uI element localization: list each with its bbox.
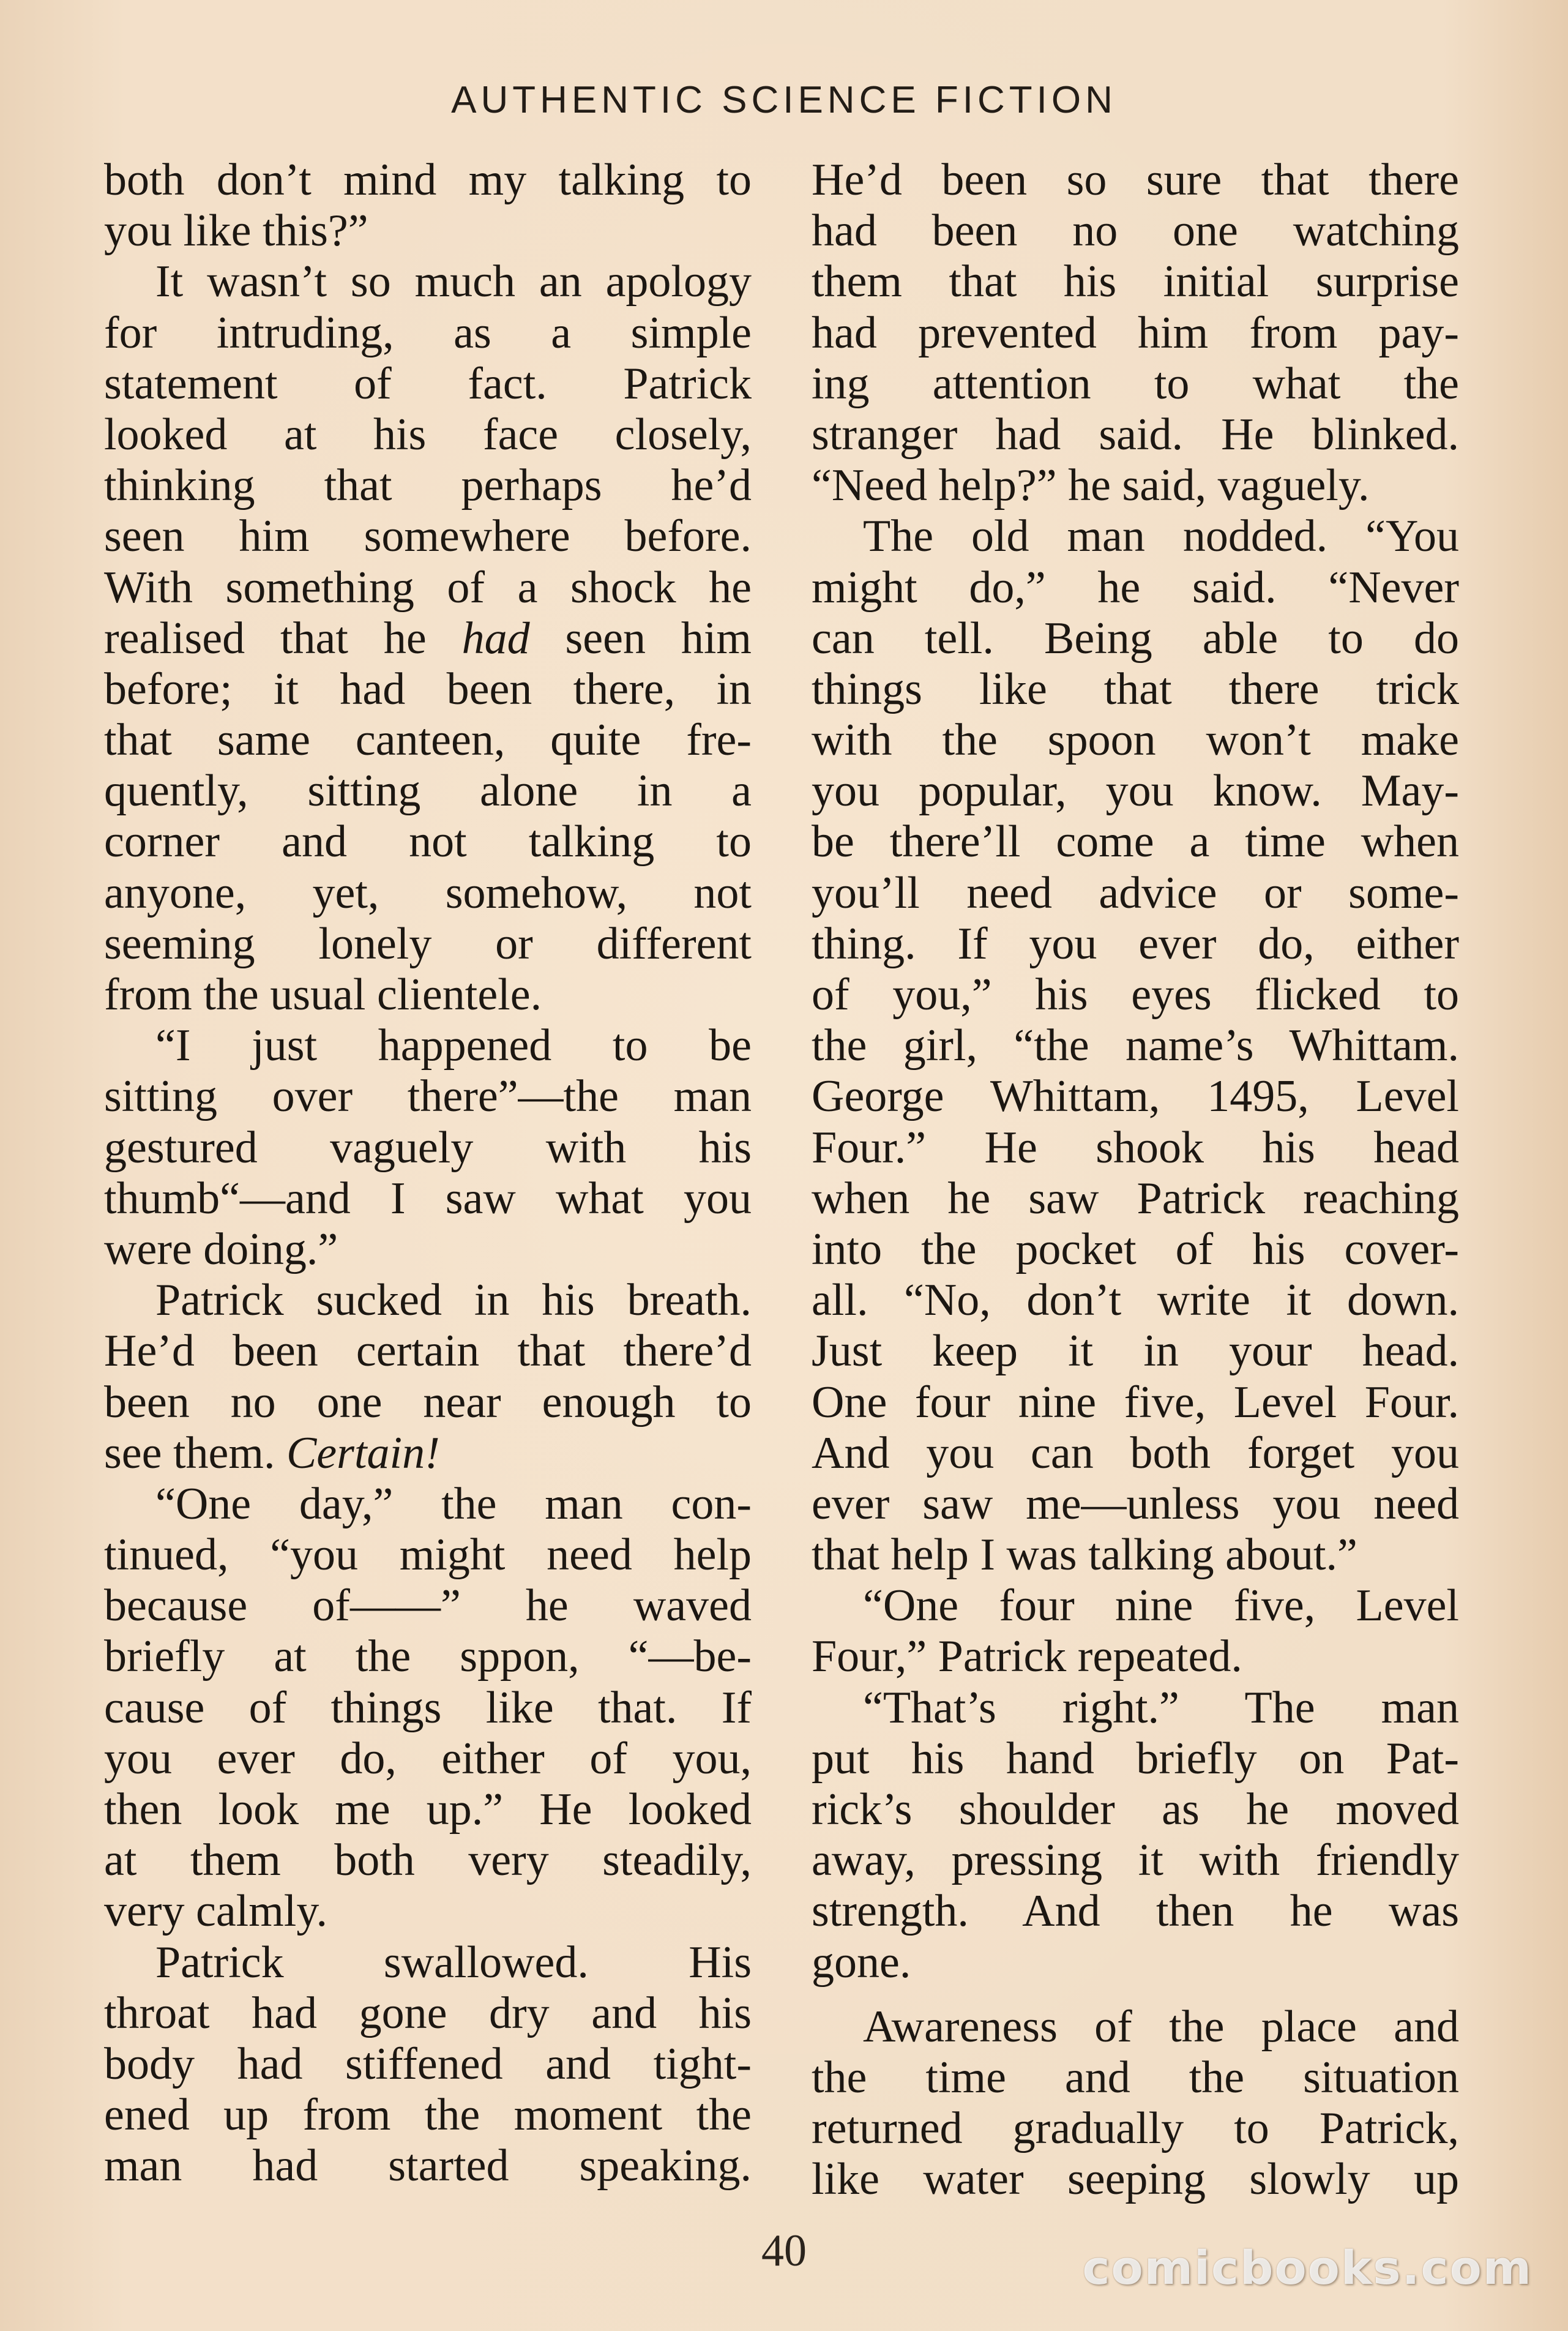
text-line: looked at his face closely, [104, 409, 752, 460]
text-line: returned gradually to Patrick, [812, 2103, 1459, 2154]
text-line: you ever do, either of you, [104, 1733, 752, 1784]
text-line: put his hand briefly on Pat- [812, 1733, 1459, 1784]
text-line: be there’ll come a time when [812, 817, 1459, 867]
text-line: realised that he had seen him [104, 613, 752, 664]
text-line: “I just happened to be [155, 1020, 752, 1071]
text-line: see them. Certain! [104, 1427, 440, 1478]
text-line: them that his initial surprise [812, 256, 1459, 307]
text-line: because of——” he waved [104, 1581, 752, 1631]
text-line: at them both very steadily, [104, 1835, 752, 1886]
text-line: rick’s shoulder as he moved [812, 1784, 1459, 1835]
text-line: sitting over there”—the man [104, 1071, 752, 1122]
text-line: then look me up.” He looked [104, 1784, 752, 1835]
text-line: that help I was talking about.” [812, 1530, 1357, 1581]
text-line: both don’t mind my talking to [104, 155, 752, 205]
text-line: for intruding, as a simple [104, 307, 752, 358]
text-line: can tell. Being able to do [812, 613, 1459, 664]
text-line: very calmly. [104, 1886, 328, 1937]
text-line: The old man nodded. “You [863, 511, 1459, 562]
text-line: Four,” Patrick repeated. [812, 1631, 1242, 1682]
text-line: with the spoon won’t make [812, 715, 1459, 766]
text-line: ever saw me—unless you need [812, 1478, 1459, 1529]
text-line: before; it had been there, in [104, 664, 752, 714]
text-line: had prevented him from pay- [812, 307, 1459, 358]
text-line: George Whittam, 1495, Level [812, 1071, 1459, 1122]
text-line: Patrick sucked in his breath. [155, 1275, 752, 1326]
text-line: things like that there trick [812, 664, 1459, 714]
running-head: AUTHENTIC SCIENCE FICTION [451, 79, 1117, 121]
text-line: “One day,” the man con- [155, 1478, 752, 1529]
text-line: Just keep it in your head. [812, 1326, 1459, 1377]
text-line: Patrick swallowed. His [155, 1937, 752, 1988]
text-line: Awareness of the place and [863, 2001, 1459, 2052]
text-line: you popular, you know. May- [812, 766, 1459, 817]
right-column [812, 155, 1459, 2206]
text-line: into the pocket of his cover- [812, 1224, 1459, 1274]
text-line: One four nine five, Level Four. [812, 1377, 1459, 1427]
text-line: like water seeping slowly up [812, 2154, 1459, 2205]
text-line: might do,” he said. “Never [812, 562, 1459, 613]
text-line: were doing.” [104, 1224, 338, 1274]
text-line: seeming lonely or different [104, 918, 752, 969]
text-line: the time and the situation [812, 2052, 1459, 2103]
text-line: throat had gone dry and his [104, 1988, 752, 2038]
text-line: And you can both forget you [812, 1427, 1459, 1478]
text-line: Four.” He shook his head [812, 1122, 1459, 1173]
text-line: “Need help?” he said, vaguely. [812, 460, 1370, 511]
text-line: body had stiffened and tight- [104, 2038, 752, 2089]
text-line: He’d been certain that there’d [104, 1326, 752, 1377]
text-line: all. “No, don’t write it down. [812, 1275, 1459, 1326]
text-line: briefly at the sppon, “—be- [104, 1631, 752, 1682]
text-line: “That’s right.” The man [863, 1682, 1459, 1733]
text-line: thumb“—and I saw what you [104, 1173, 752, 1224]
text-line: the girl, “the name’s Whittam. [812, 1020, 1459, 1071]
page-number: 40 [761, 2226, 807, 2276]
left-column [104, 155, 752, 2192]
text-line: thinking that perhaps he’d [104, 460, 752, 511]
text-line: you’ll need advice or some- [812, 867, 1459, 918]
text-line: had been no one watching [812, 206, 1459, 256]
text-line: you like this?” [104, 206, 368, 256]
text-line: gone. [812, 1937, 911, 1988]
text-line: seen him somewhere before. [104, 511, 752, 562]
text-line: corner and not talking to [104, 817, 752, 867]
text-line: ing attention to what the [812, 358, 1459, 409]
text-line: of you,” his eyes flicked to [812, 970, 1459, 1020]
text-line: It wasn’t so much an apology [155, 256, 752, 307]
text-line: been no one near enough to [104, 1377, 752, 1427]
text-line: thing. If you ever do, either [812, 918, 1459, 969]
text-line: man had started speaking. [104, 2141, 752, 2191]
text-line: “One four nine five, Level [863, 1581, 1459, 1631]
text-line: that same canteen, quite fre- [104, 715, 752, 766]
text-line: statement of fact. Patrick [104, 358, 752, 409]
text-line: when he saw Patrick reaching [812, 1173, 1459, 1224]
text-line: gestured vaguely with his [104, 1122, 752, 1173]
text-line: strength. And then he was [812, 1886, 1459, 1937]
text-line: cause of things like that. If [104, 1682, 752, 1733]
watermark: comicbooks.com [1082, 2240, 1533, 2295]
text-line: from the usual clientele. [104, 970, 542, 1020]
text-line: stranger had said. He blinked. [812, 409, 1459, 460]
text-line: away, pressing it with friendly [812, 1835, 1459, 1886]
text-line: He’d been so sure that there [812, 155, 1459, 205]
text-line: With something of a shock he [104, 562, 752, 613]
text-line: anyone, yet, somehow, not [104, 867, 752, 918]
text-line: ened up from the moment the [104, 2090, 752, 2141]
text-line: quently, sitting alone in a [104, 766, 752, 817]
text-line: tinued, “you might need help [104, 1530, 752, 1581]
